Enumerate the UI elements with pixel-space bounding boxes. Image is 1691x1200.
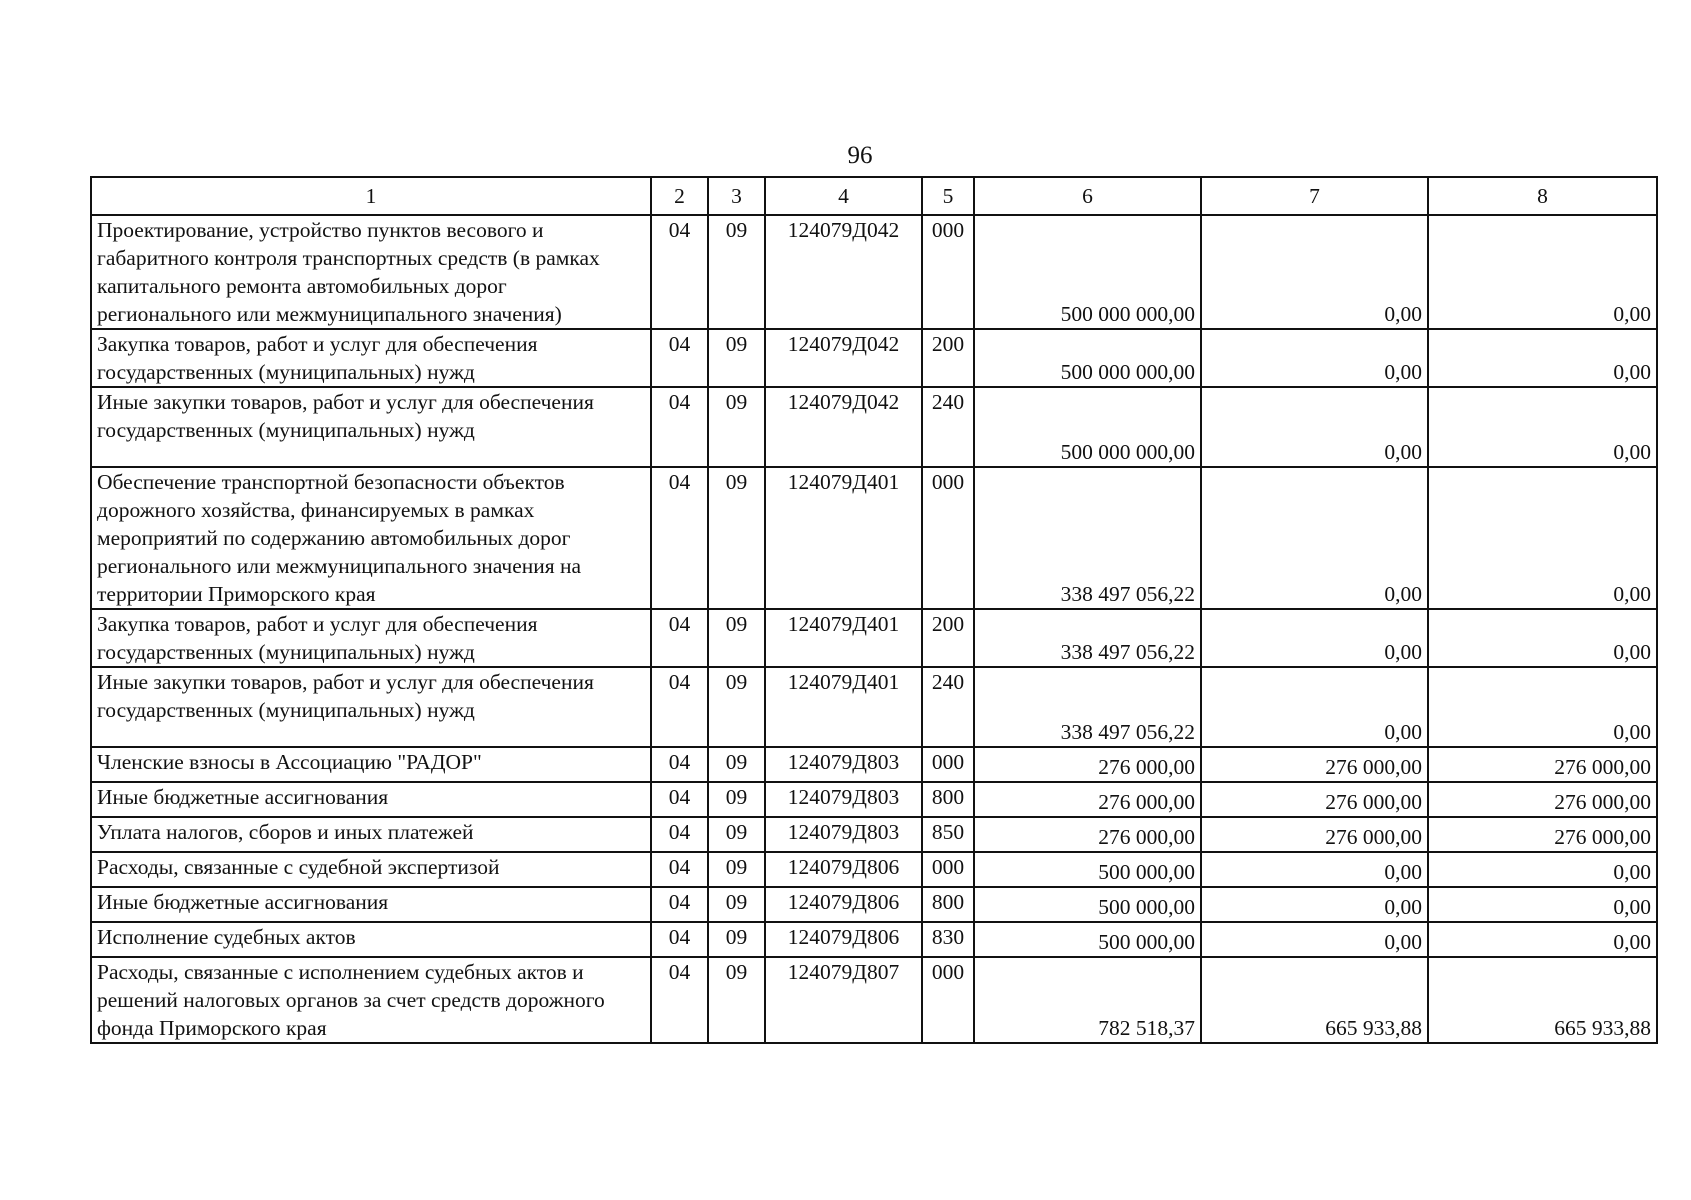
amount-col-6: 338 497 056,22 — [974, 667, 1201, 747]
column-header: 4 — [765, 177, 922, 215]
row-description: Иные бюджетные ассигнования — [91, 782, 651, 817]
amount-col-8: 0,00 — [1428, 852, 1657, 887]
amount-col-6: 782 518,37 — [974, 957, 1201, 1043]
amount-col-8: 0,00 — [1428, 387, 1657, 467]
row-description: Проектирование, устройство пунктов весового и габаритного контроля транспортных средств (в рамках капитального ремонта автомобильных дорог регионального или межмуниципального значения) — [91, 215, 651, 329]
amount-col-8: 276 000,00 — [1428, 782, 1657, 817]
row-description: Обеспечение транспортной безопасности объектов дорожного хозяйства, финансируемых в рамках мероприятий по содержанию автомобильных дорог регионального или межмуниципального значения на территории Приморского края — [91, 467, 651, 609]
amount-col-8: 0,00 — [1428, 887, 1657, 922]
subsection-code: 09 — [708, 782, 765, 817]
amount-col-8: 0,00 — [1428, 329, 1657, 387]
section-code: 04 — [651, 747, 708, 782]
amount-col-7: 0,00 — [1201, 667, 1428, 747]
section-code: 04 — [651, 782, 708, 817]
table-row — [91, 467, 1657, 609]
row-description: Расходы, связанные с судебной экспертизой — [91, 852, 651, 887]
row-description: Членские взносы в Ассоциацию "РАДОР" — [91, 747, 651, 782]
target-article-code: 124079Д401 — [765, 467, 922, 609]
amount-col-8: 665 933,88 — [1428, 957, 1657, 1043]
subsection-code: 09 — [708, 817, 765, 852]
amount-col-6: 500 000,00 — [974, 922, 1201, 957]
section-code: 04 — [651, 667, 708, 747]
subsection-code: 09 — [708, 329, 765, 387]
expense-type-code: 000 — [922, 852, 974, 887]
amount-col-6: 338 497 056,22 — [974, 467, 1201, 609]
amount-col-8: 0,00 — [1428, 609, 1657, 667]
table-row — [91, 609, 1657, 667]
target-article-code: 124079Д803 — [765, 747, 922, 782]
expense-type-code: 800 — [922, 782, 974, 817]
table-row — [91, 329, 1657, 387]
expense-type-code: 200 — [922, 609, 974, 667]
expense-type-code: 000 — [922, 215, 974, 329]
amount-col-8: 276 000,00 — [1428, 747, 1657, 782]
expense-type-code: 000 — [922, 957, 974, 1043]
column-header: 3 — [708, 177, 765, 215]
row-description: Иные закупки товаров, работ и услуг для обеспечения государственных (муниципальных) нужд — [91, 667, 651, 747]
table-row — [91, 215, 1657, 329]
amount-col-8: 0,00 — [1428, 922, 1657, 957]
subsection-code: 09 — [708, 667, 765, 747]
amount-col-7: 276 000,00 — [1201, 782, 1428, 817]
amount-col-6: 500 000 000,00 — [974, 215, 1201, 329]
amount-col-6: 500 000,00 — [974, 887, 1201, 922]
section-code: 04 — [651, 609, 708, 667]
row-description: Иные бюджетные ассигнования — [91, 887, 651, 922]
subsection-code: 09 — [708, 609, 765, 667]
target-article-code: 124079Д807 — [765, 957, 922, 1043]
amount-col-7: 0,00 — [1201, 467, 1428, 609]
table-row — [91, 922, 1657, 957]
section-code: 04 — [651, 817, 708, 852]
amount-col-6: 500 000 000,00 — [974, 387, 1201, 467]
amount-col-8: 0,00 — [1428, 215, 1657, 329]
target-article-code: 124079Д803 — [765, 782, 922, 817]
column-header: 2 — [651, 177, 708, 215]
subsection-code: 09 — [708, 387, 765, 467]
page-number: 96 — [847, 142, 873, 169]
amount-col-8: 0,00 — [1428, 667, 1657, 747]
target-article-code: 124079Д042 — [765, 387, 922, 467]
column-header: 5 — [922, 177, 974, 215]
section-code: 04 — [651, 467, 708, 609]
table-row — [91, 887, 1657, 922]
expense-type-code: 850 — [922, 817, 974, 852]
section-code: 04 — [651, 215, 708, 329]
amount-col-7: 0,00 — [1201, 922, 1428, 957]
section-code: 04 — [651, 887, 708, 922]
target-article-code: 124079Д806 — [765, 922, 922, 957]
amount-col-7: 0,00 — [1201, 852, 1428, 887]
column-header: 8 — [1428, 177, 1657, 215]
section-code: 04 — [651, 957, 708, 1043]
section-code: 04 — [651, 852, 708, 887]
subsection-code: 09 — [708, 747, 765, 782]
table-row — [91, 852, 1657, 887]
target-article-code: 124079Д803 — [765, 817, 922, 852]
subsection-code: 09 — [708, 852, 765, 887]
amount-col-6: 276 000,00 — [974, 747, 1201, 782]
table-row — [91, 817, 1657, 852]
row-description: Расходы, связанные с исполнением судебных актов и решений налоговых органов за счет средств дорожного фонда Приморского края — [91, 957, 651, 1043]
amount-col-6: 338 497 056,22 — [974, 609, 1201, 667]
row-description: Закупка товаров, работ и услуг для обеспечения государственных (муниципальных) нужд — [91, 329, 651, 387]
subsection-code: 09 — [708, 467, 765, 609]
amount-col-8: 276 000,00 — [1428, 817, 1657, 852]
amount-col-6: 276 000,00 — [974, 817, 1201, 852]
budget-table — [90, 176, 1658, 1044]
table-header-row — [91, 177, 1657, 215]
subsection-code: 09 — [708, 215, 765, 329]
expense-type-code: 240 — [922, 387, 974, 467]
subsection-code: 09 — [708, 957, 765, 1043]
amount-col-7: 0,00 — [1201, 215, 1428, 329]
target-article-code: 124079Д806 — [765, 887, 922, 922]
table-row — [91, 782, 1657, 817]
table-row — [91, 957, 1657, 1043]
target-article-code: 124079Д042 — [765, 215, 922, 329]
amount-col-6: 276 000,00 — [974, 782, 1201, 817]
target-article-code: 124079Д401 — [765, 609, 922, 667]
expense-type-code: 830 — [922, 922, 974, 957]
column-header: 1 — [91, 177, 651, 215]
row-description: Закупка товаров, работ и услуг для обеспечения государственных (муниципальных) нужд — [91, 609, 651, 667]
target-article-code: 124079Д806 — [765, 852, 922, 887]
section-code: 04 — [651, 387, 708, 467]
section-code: 04 — [651, 922, 708, 957]
table-row — [91, 667, 1657, 747]
subsection-code: 09 — [708, 887, 765, 922]
expense-type-code: 800 — [922, 887, 974, 922]
amount-col-6: 500 000,00 — [974, 852, 1201, 887]
column-header: 6 — [974, 177, 1201, 215]
table-row — [91, 387, 1657, 467]
expense-type-code: 000 — [922, 747, 974, 782]
target-article-code: 124079Д042 — [765, 329, 922, 387]
amount-col-8: 0,00 — [1428, 467, 1657, 609]
amount-col-7: 0,00 — [1201, 329, 1428, 387]
amount-col-7: 276 000,00 — [1201, 747, 1428, 782]
expense-type-code: 240 — [922, 667, 974, 747]
expense-type-code: 000 — [922, 467, 974, 609]
row-description: Исполнение судебных актов — [91, 922, 651, 957]
row-description: Иные закупки товаров, работ и услуг для обеспечения государственных (муниципальных) нужд — [91, 387, 651, 467]
section-code: 04 — [651, 329, 708, 387]
amount-col-7: 276 000,00 — [1201, 817, 1428, 852]
table-row — [91, 747, 1657, 782]
amount-col-7: 665 933,88 — [1201, 957, 1428, 1043]
subsection-code: 09 — [708, 922, 765, 957]
expense-type-code: 200 — [922, 329, 974, 387]
amount-col-7: 0,00 — [1201, 887, 1428, 922]
row-description: Уплата налогов, сборов и иных платежей — [91, 817, 651, 852]
amount-col-7: 0,00 — [1201, 387, 1428, 467]
amount-col-6: 500 000 000,00 — [974, 329, 1201, 387]
column-header: 7 — [1201, 177, 1428, 215]
target-article-code: 124079Д401 — [765, 667, 922, 747]
amount-col-7: 0,00 — [1201, 609, 1428, 667]
